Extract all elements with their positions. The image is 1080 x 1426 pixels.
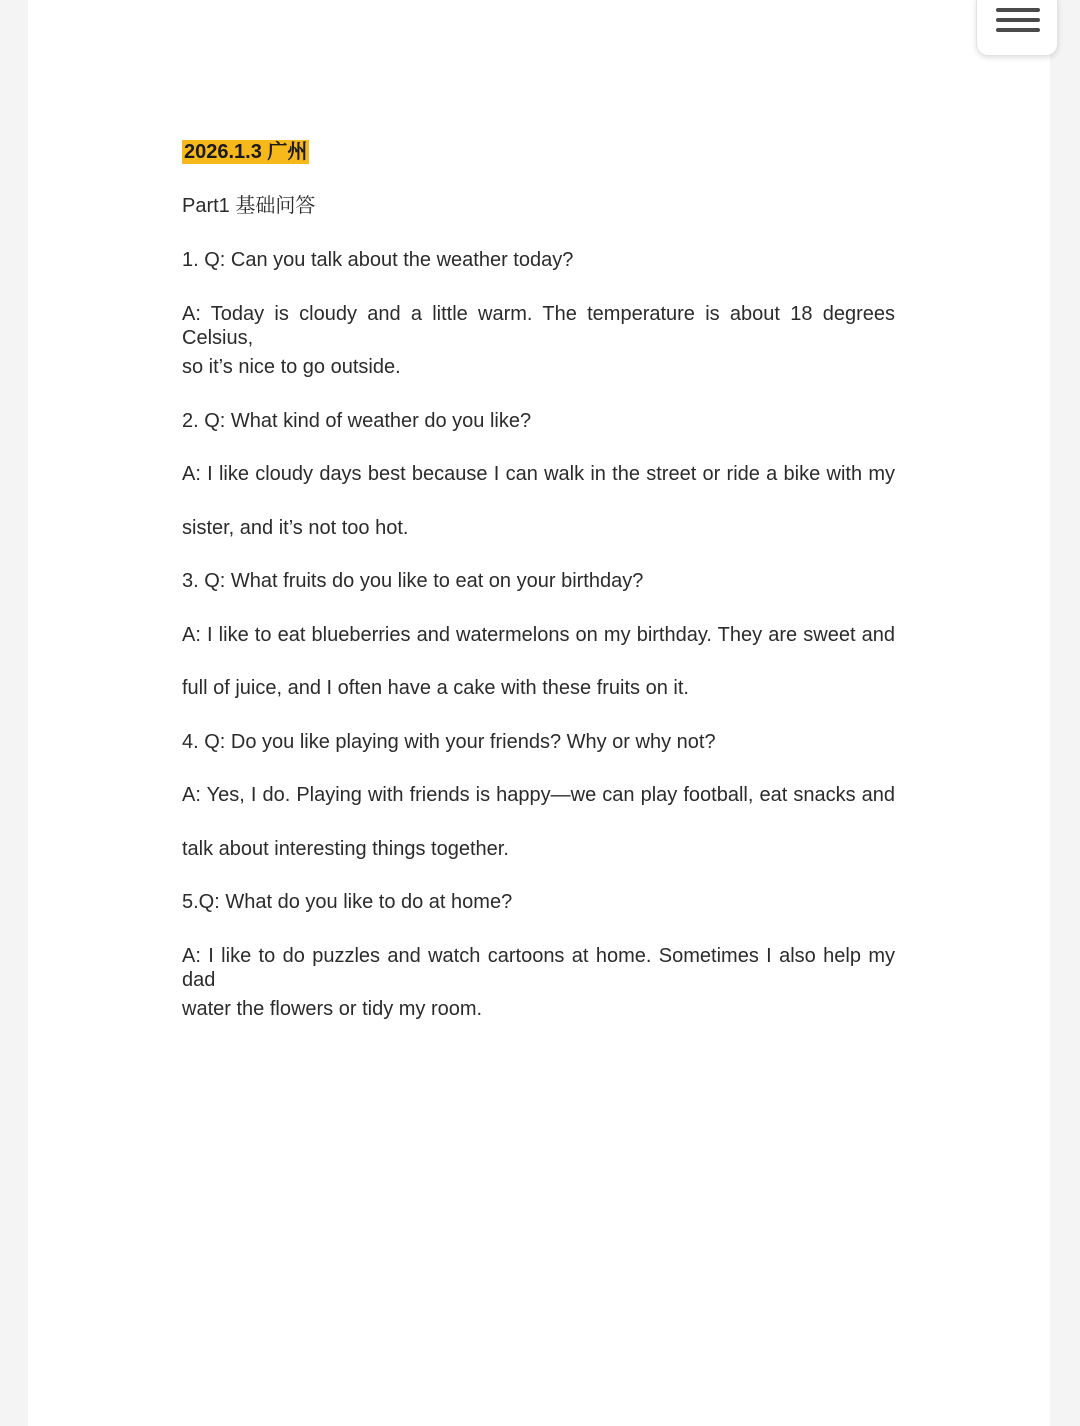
answer-3-line-1: A: I like to eat blueberries and watermelons on my birthday. They are sweet and [182, 624, 895, 646]
menu-button[interactable] [976, 0, 1058, 56]
answer-2-line-1: A: I like cloudy days best because I can walk in the street or ride a bike with my [182, 463, 895, 485]
question-1: 1. Q: Can you talk about the weather today? [182, 249, 574, 271]
date-location-heading: 2026.1.3 广州 [184, 141, 308, 163]
answer-2-line-2: sister, and it’s not too hot. [182, 517, 409, 539]
answer-5-line-1: A: I like to do puzzles and watch cartoons at home. Sometimes I also help my dad [182, 945, 895, 991]
question-3: 3. Q: What fruits do you like to eat on your birthday? [182, 570, 644, 592]
part-title: Part1 基础问答 [182, 195, 316, 217]
answer-3-line-2: full of juice, and I often have a cake with these fruits on it. [182, 677, 689, 699]
question-2: 2. Q: What kind of weather do you like? [182, 410, 532, 432]
answer-4-line-2: talk about interesting things together. [182, 838, 509, 860]
question-5: 5.Q: What do you like to do at home? [182, 891, 513, 913]
answer-4-line-1: A: Yes, I do. Playing with friends is happy—we can play football, eat snacks and [182, 784, 895, 806]
question-4: 4. Q: Do you like playing with your friends? Why or why not? [182, 731, 716, 753]
answer-1-line-2: so it’s nice to go outside. [182, 356, 401, 378]
answer-5-line-2: water the flowers or tidy my room. [182, 998, 483, 1020]
answer-1-line-1: A: Today is cloudy and a little warm. The temperature is about 18 degrees Celsius, [182, 303, 895, 349]
